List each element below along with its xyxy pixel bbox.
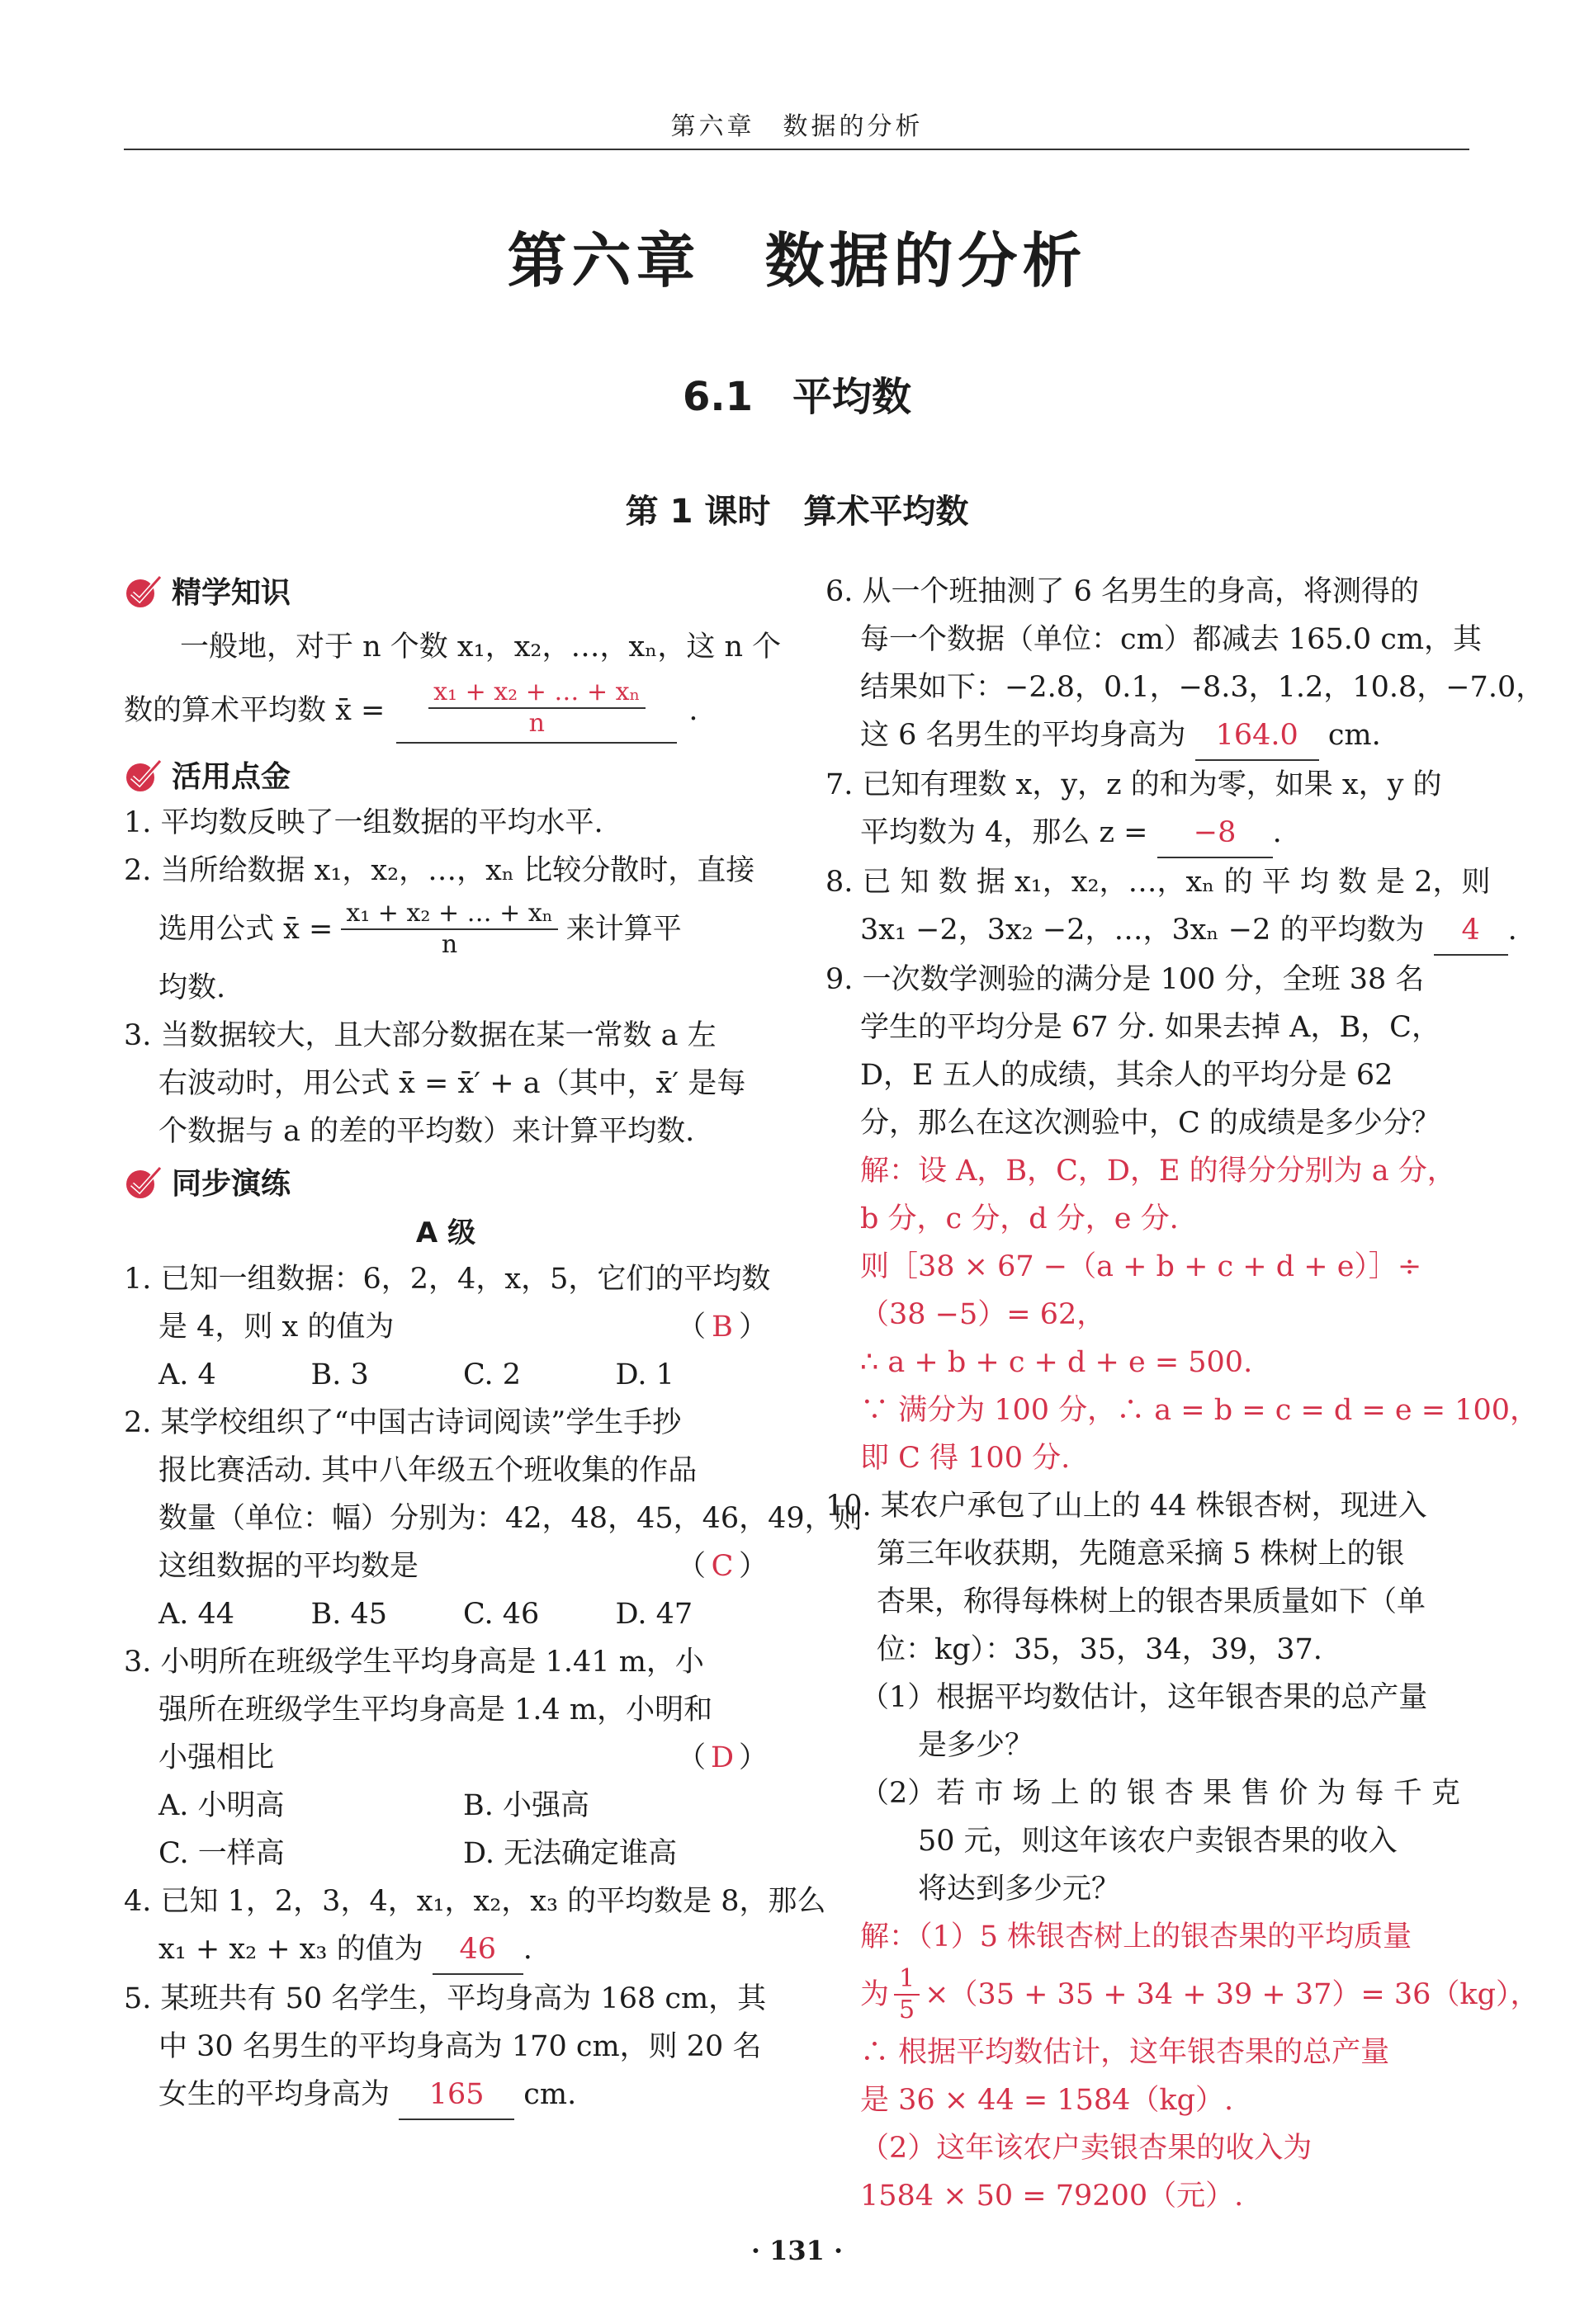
option-b: B. 45	[310, 1598, 388, 1631]
text-span: 数的算术平均数 x̄ =	[124, 694, 385, 727]
question-10-part-2-line-2: 50 元，则这年该农户卖银杏果的收入	[918, 1825, 1398, 1858]
question-5-line-2: 中 30 名男生的平均身高为 170 cm，则 20 名	[158, 2030, 762, 2063]
solution-9-line-2: b 分，c 分，d 分，e 分.	[860, 1202, 1179, 1235]
question-1-options	[124, 1351, 768, 1399]
section-heading-label: 精学知识	[172, 576, 291, 610]
unit: cm.	[523, 2078, 577, 2111]
period: .	[688, 694, 698, 727]
text-span: x₁ + x₂ + x₃ 的值为	[158, 1933, 423, 1966]
solution-9-line-1: 解：设 A，B，C，D，E 的得分分别为 a 分，	[860, 1155, 1456, 1188]
option-b: B. 小强高	[463, 1789, 589, 1822]
text-span: 是 4，则 x 的值为	[158, 1311, 395, 1344]
question-9-line-2: 学生的平均分是 67 分. 如果去掉 A，B，C，	[860, 1011, 1440, 1044]
question-10-line-3: 杏果，称得每株树上的银杏果质量如下（单	[877, 1585, 1426, 1618]
text-line: 一般地，对于 n 个数 x₁，x₂，…，xₙ，这 n 个	[180, 631, 782, 664]
question-9-line-4: 分，那么在这次测验中，C 的成绩是多少分？	[860, 1107, 1440, 1140]
solution-9-line-4: （38 −5）= 62，	[860, 1298, 1106, 1331]
level-label: A 级	[415, 1216, 476, 1249]
chapter-title: 第六章 数据的分析	[507, 226, 1087, 295]
solution-10-line-1: 解：（1）5 株银杏树上的银杏果的平均质量	[860, 1920, 1412, 1953]
option-c: C. 一样高	[158, 1837, 285, 1870]
solution-10-line-2	[825, 1961, 1540, 2029]
answer-bracket: （ C ）	[677, 1542, 768, 1590]
question-8-line-1: 8. 已 知 数 据 x₁，x₂，…，xₙ 的 平 均 数 是 2，则	[825, 866, 1491, 899]
question-6-line-4	[825, 711, 1478, 761]
tip-3-line-1: 3. 当数据较大，且大部分数据在某一常数 a 左	[124, 1019, 717, 1052]
question-2-line-4	[124, 1542, 768, 1590]
answer-blank: 4	[1434, 906, 1508, 956]
solution-10-line-6: 1584 × 50 = 79200（元）.	[860, 2180, 1244, 2213]
text-span: 3x₁ −2，3x₂ −2，…，3xₙ −2 的平均数为	[860, 914, 1425, 947]
question-10-part-1-line-2: 是多少？	[918, 1729, 1034, 1762]
check-badge-icon	[124, 572, 163, 610]
option-c: C. 46	[463, 1598, 540, 1631]
question-7-line-1: 7. 已知有理数 x，y，z 的和为零，如果 x，y 的	[825, 768, 1442, 801]
question-10-part-1-line-1: （1）根据平均数估计，这年银杏果的总产量	[860, 1681, 1428, 1714]
question-3-line-1: 3. 小明所在班级学生平均身高是 1.41 m，小	[124, 1646, 704, 1679]
question-8-line-2: 3x₁ −2，3x₂ −2，…，3xₙ −2 的平均数为 4 .	[825, 906, 1478, 956]
answer-blank: 165	[399, 2071, 514, 2120]
option-a: A. 小明高	[158, 1789, 285, 1822]
question-2-options	[124, 1590, 768, 1638]
answer-choice: D	[710, 1741, 735, 1774]
check-badge-icon	[124, 756, 163, 794]
answer-choice: C	[711, 1550, 734, 1583]
mean-formula-fraction	[396, 678, 677, 744]
option-a: A. 44	[158, 1598, 235, 1631]
unit: cm.	[1327, 719, 1381, 752]
solution-9-line-6: ∵ 满分为 100 分，∴ a = b = c = d = e = 100，	[860, 1394, 1539, 1427]
question-3-line-2: 强所在班级学生平均身高是 1.4 m，小明和	[158, 1693, 713, 1726]
question-4-line-2: x₁ + x₂ + x₃ 的值为 46 .	[124, 1925, 768, 1975]
text-span: 选用公式 x̄ =	[158, 913, 333, 946]
solution-10-line-5: （2）这年该农户卖银杏果的收入为	[860, 2132, 1313, 2165]
section-title: 6.1 平均数	[682, 374, 912, 420]
answer-bracket: （ D ）	[677, 1734, 768, 1782]
question-9-line-1: 9. 一次数学测验的满分是 100 分，全班 38 名	[825, 963, 1425, 996]
question-10-line-1: 10. 某农户承包了山上的 44 株银杏树，现进入	[825, 1490, 1427, 1523]
tip-2-line-3: 均数.	[158, 971, 226, 1004]
text-span: 这组数据的平均数是	[158, 1550, 419, 1583]
one-fifth-fraction	[894, 1964, 920, 2025]
tip-1: 1. 平均数反映了一组数据的平均水平.	[124, 806, 603, 839]
running-header: 第六章 数据的分析	[670, 112, 924, 141]
tip-3-line-2: 右波动时，用公式 x̄ = x̄′ + a（其中，x̄′ 是每	[158, 1067, 746, 1100]
section-heading-tips	[124, 753, 768, 796]
question-7-line-2: 平均数为 4，那么 z = −8 .	[825, 809, 1478, 858]
fraction-numerator: x₁ + x₂ + … + xₙ	[428, 678, 645, 709]
option-c: C. 2	[463, 1358, 522, 1391]
solution-10-line-4: 是 36 × 44 = 1584（kg）.	[860, 2084, 1234, 2117]
text-span: ×（35 + 35 + 34 + 39 + 37）= 36（kg），	[925, 1978, 1540, 2011]
question-6-line-2: 每一个数据（单位：cm）都减去 165.0 cm，其	[860, 623, 1483, 656]
question-2-line-3: 数量（单位：幅）分别为：42，48，45，46，49，则	[158, 1502, 863, 1535]
solution-9-line-5: ∴ a + b + c + d + e = 500.	[860, 1346, 1253, 1379]
section-heading-label: 活用点金	[172, 760, 291, 794]
tip-2-line-1: 2. 当所给数据 x₁，x₂，…，xₙ 比较分散时，直接	[124, 854, 755, 887]
question-1-line-2	[124, 1303, 768, 1351]
fraction-denominator: n	[441, 930, 458, 959]
fraction-denominator: 5	[899, 1996, 915, 2024]
lesson-title: 第 1 课时 算术平均数	[625, 493, 969, 531]
fraction-denominator: n	[528, 709, 545, 738]
fraction-numerator: 1	[894, 1964, 920, 1996]
option-a: A. 4	[158, 1358, 216, 1391]
left-column	[124, 569, 863, 2120]
solution-9-line-3: 则［38 × 67 −（a + b + c + d + e）］÷	[860, 1250, 1422, 1283]
text-span: 为	[860, 1978, 890, 2011]
header-rule	[124, 149, 1469, 150]
answer-blank: −8	[1157, 809, 1273, 858]
right-column	[825, 568, 1545, 2220]
section-heading-study	[124, 569, 768, 612]
tip-2-line-2	[124, 895, 768, 964]
question-3-options-row-1	[124, 1782, 768, 1830]
option-b: B. 3	[310, 1358, 369, 1391]
text-span: 女生的平均身高为	[158, 2078, 390, 2111]
page-number: · 131 ·	[750, 2235, 844, 2266]
question-10-part-2-line-3: 将达到多少元？	[918, 1873, 1121, 1906]
question-3-options-row-2	[124, 1830, 768, 1878]
answer-blank: 164.0	[1195, 711, 1319, 761]
answer-bracket: （ B ）	[677, 1303, 768, 1351]
question-6-line-3: 结果如下：−2.8，0.1，−8.3，1.2，10.8，−7.0，	[860, 671, 1545, 704]
solution-9-line-7: 即 C 得 100 分.	[860, 1442, 1071, 1475]
question-1-line-1: 1. 已知一组数据：6，2，4，x，5，它们的平均数	[124, 1263, 771, 1296]
check-badge-icon	[124, 1163, 163, 1201]
question-6-line-1: 6. 从一个班抽测了 6 名男生的身高，将测得的	[825, 575, 1420, 608]
answer-choice: B	[712, 1311, 733, 1344]
question-4-line-1: 4. 已知 1，2，3，4，x₁，x₂，x₃ 的平均数是 8，那么	[124, 1885, 826, 1918]
question-5-line-3	[124, 2071, 768, 2120]
fraction-numerator: x₁ + x₂ + … + xₙ	[341, 899, 557, 930]
text-span: 小强相比	[158, 1741, 275, 1774]
answer-blank: 46	[433, 1925, 523, 1975]
mean-formula-fraction	[341, 899, 557, 960]
text-span: 这 6 名男生的平均身高为	[860, 719, 1186, 752]
question-10-line-4: 位：kg）：35，35，34，39，37.	[877, 1633, 1322, 1666]
question-2-line-2: 报比赛活动. 其中八年级五个班收集的作品	[158, 1454, 698, 1487]
text-span: 平均数为 4，那么 z =	[860, 816, 1148, 849]
solution-10-line-3: ∴ 根据平均数估计，这年银杏果的总产量	[860, 2036, 1390, 2069]
definition-line	[124, 678, 768, 744]
question-2-line-1: 2. 某学校组织了“中国古诗词阅读”学生手抄	[124, 1406, 682, 1439]
question-3-line-3	[124, 1734, 768, 1782]
section-heading-practice	[124, 1160, 768, 1202]
option-d: D. 47	[615, 1598, 693, 1631]
section-heading-label: 同步演练	[172, 1167, 291, 1201]
question-10-part-2-line-1: （2）若 市 场 上 的 银 杏 果 售 价 为 每 千 克	[860, 1777, 1460, 1810]
question-9-line-3: D，E 五人的成绩，其余人的平均分是 62	[860, 1059, 1393, 1092]
text-span: 来计算平	[565, 913, 682, 946]
tip-3-line-3: 个数据与 a 的差的平均数）来计算平均数.	[158, 1115, 695, 1148]
option-d: D. 1	[615, 1358, 674, 1391]
question-5-line-1: 5. 某班共有 50 名学生，平均身高为 168 cm，其	[124, 1982, 767, 2015]
option-d: D. 无法确定谁高	[463, 1837, 678, 1870]
question-10-line-2: 第三年收获期，先随意采摘 5 株树上的银	[877, 1538, 1405, 1571]
